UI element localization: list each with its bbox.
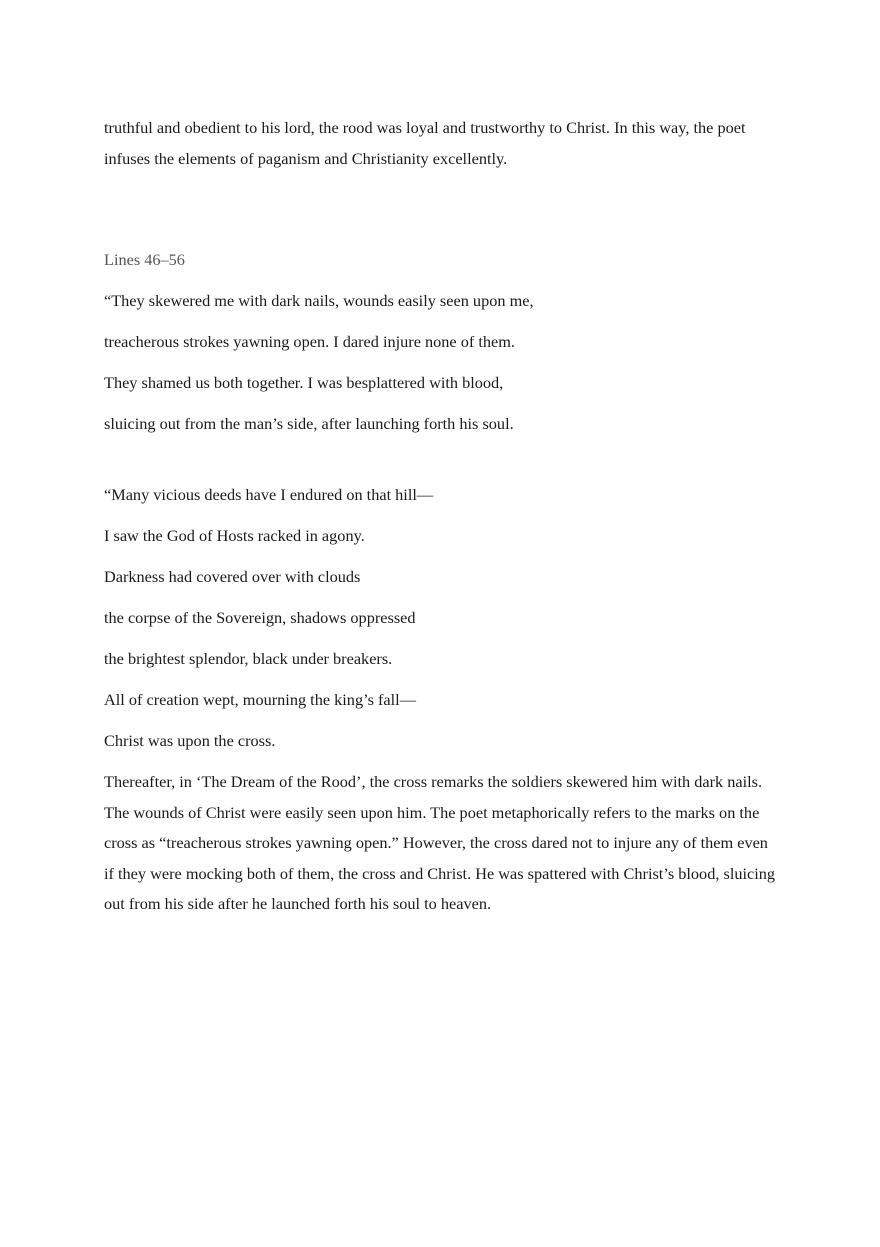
poem-stanza-1 [104, 286, 776, 440]
analysis-paragraph: Thereafter, in ‘The Dream of the Rood’, the cross remarks the soldiers skewered him with dark nails. The wounds of Christ were easily seen upon him. The poet metaphorically refers to the marks on the cross as “treacherous strokes yawning open.” However, the cross dared not to injure any of them even if they were mocking both of them, the cross and Christ. He was spattered with Christ’s blood, sluicing out from his side after he launched forth his soul to heaven. [104, 772, 776, 913]
poem-line: Christ was upon the cross. [104, 731, 276, 750]
poem-line: “They skewered me with dark nails, wounds easily seen upon me, [104, 291, 534, 310]
poem-line: treacherous strokes yawning open. I dared injure none of them. [104, 332, 515, 351]
section-heading: Lines 46–56 [104, 250, 185, 269]
poem-line: “Many vicious deeds have I endured on that hill— [104, 485, 434, 504]
poem-line: the brightest splendor, black under breakers. [104, 649, 393, 668]
poem-line: I saw the God of Hosts racked in agony. [104, 526, 365, 545]
poem-line: They shamed us both together. I was besplattered with blood, [104, 373, 504, 392]
poem-line: the corpse of the Sovereign, shadows oppressed [104, 608, 416, 627]
poem-line: All of creation wept, mourning the king’s fall— [104, 690, 416, 709]
intro-paragraph: truthful and obedient to his lord, the rood was loyal and trustworthy to Christ. In this way, the poet infuses the elements of paganism and Christianity excellently. [104, 118, 746, 168]
poem-line: Darkness had covered over with clouds [104, 567, 361, 586]
document-body [104, 113, 776, 920]
poem-stanza-2 [104, 480, 776, 757]
poem-line: sluicing out from the man’s side, after launching forth his soul. [104, 414, 514, 433]
